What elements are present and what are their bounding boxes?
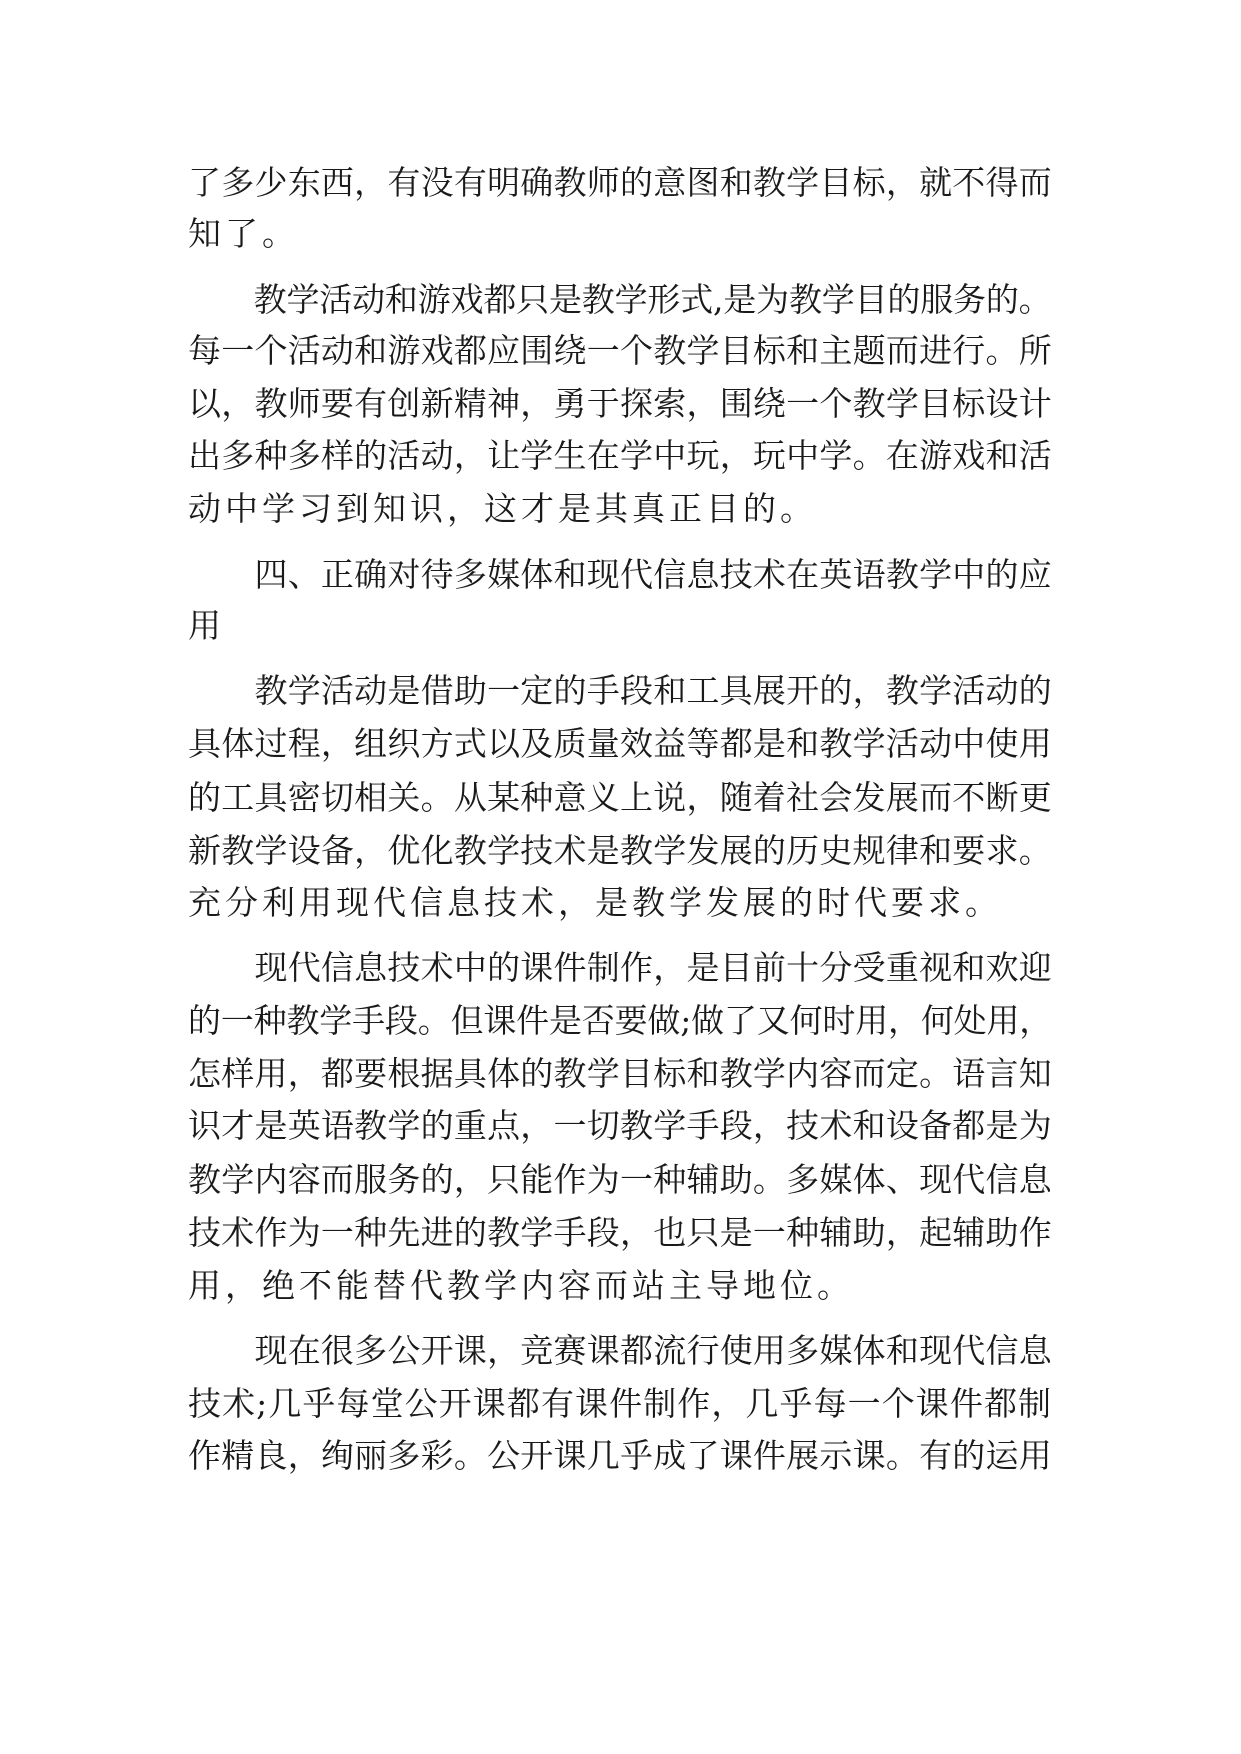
text-line: 教学内容而服务的，只能作为一种辅助。多媒体、现代信息 bbox=[188, 1160, 1052, 1199]
text-line: 具体过程，组织方式以及质量效益等都是和教学活动中使用 bbox=[188, 724, 1052, 763]
text-line: 的一种教学手段。但课件是否要做;做了又何时用，何处用， bbox=[188, 1001, 1053, 1040]
text-line: 现代信息技术中的课件制作，是目前十分受重视和欢迎 bbox=[188, 948, 1052, 987]
text-line: 作精良，绚丽多彩。公开课几乎成了课件展示课。有的运用 bbox=[188, 1436, 1052, 1475]
text-line: 出多种多样的活动，让学生在学中玩，玩中学。在游戏和活 bbox=[188, 436, 1052, 475]
text-line: 教学活动是借助一定的手段和工具展开的，教学活动的 bbox=[188, 671, 1052, 710]
text-line: 动中学习到知识，这才是其真正目的。 bbox=[188, 489, 817, 528]
text-line: 技术;几乎每堂公开课都有课件制作，几乎每一个课件都制 bbox=[188, 1384, 1053, 1423]
text-line: 充分利用现代信息技术，是教学发展的时代要求。 bbox=[188, 883, 1002, 922]
text-line: 的工具密切相关。从某种意义上说，随着社会发展而不断更 bbox=[188, 778, 1052, 817]
text-line: 技术作为一种先进的教学手段，也只是一种辅助，起辅助作 bbox=[188, 1213, 1052, 1252]
text-line: 怎样用，都要根据具体的教学目标和教学内容而定。语言知 bbox=[188, 1054, 1052, 1093]
text-line: 了多少东西，有没有明确教师的意图和教学目标，就不得而 bbox=[188, 163, 1052, 202]
text-line: 四、正确对待多媒体和现代信息技术在英语教学中的应 bbox=[188, 555, 1052, 594]
text-line: 每一个活动和游戏都应围绕一个教学目标和主题而进行。所 bbox=[188, 331, 1052, 370]
text-line: 以，教师要有创新精神，勇于探索，围绕一个教学目标设计 bbox=[188, 384, 1052, 423]
text-line: 新教学设备，优化教学技术是教学发展的历史规律和要求。 bbox=[188, 831, 1052, 870]
text-line: 教学活动和游戏都只是教学形式,是为教学目的服务的。 bbox=[188, 280, 1052, 319]
text-line: 现在很多公开课，竞赛课都流行使用多媒体和现代信息 bbox=[188, 1331, 1052, 1370]
text-line: 知了。 bbox=[188, 214, 299, 253]
text-line: 识才是英语教学的重点，一切教学手段，技术和设备都是为 bbox=[188, 1106, 1052, 1145]
text-line: 用 bbox=[188, 606, 225, 645]
text-line: 用，绝不能替代教学内容而站主导地位。 bbox=[188, 1266, 854, 1305]
